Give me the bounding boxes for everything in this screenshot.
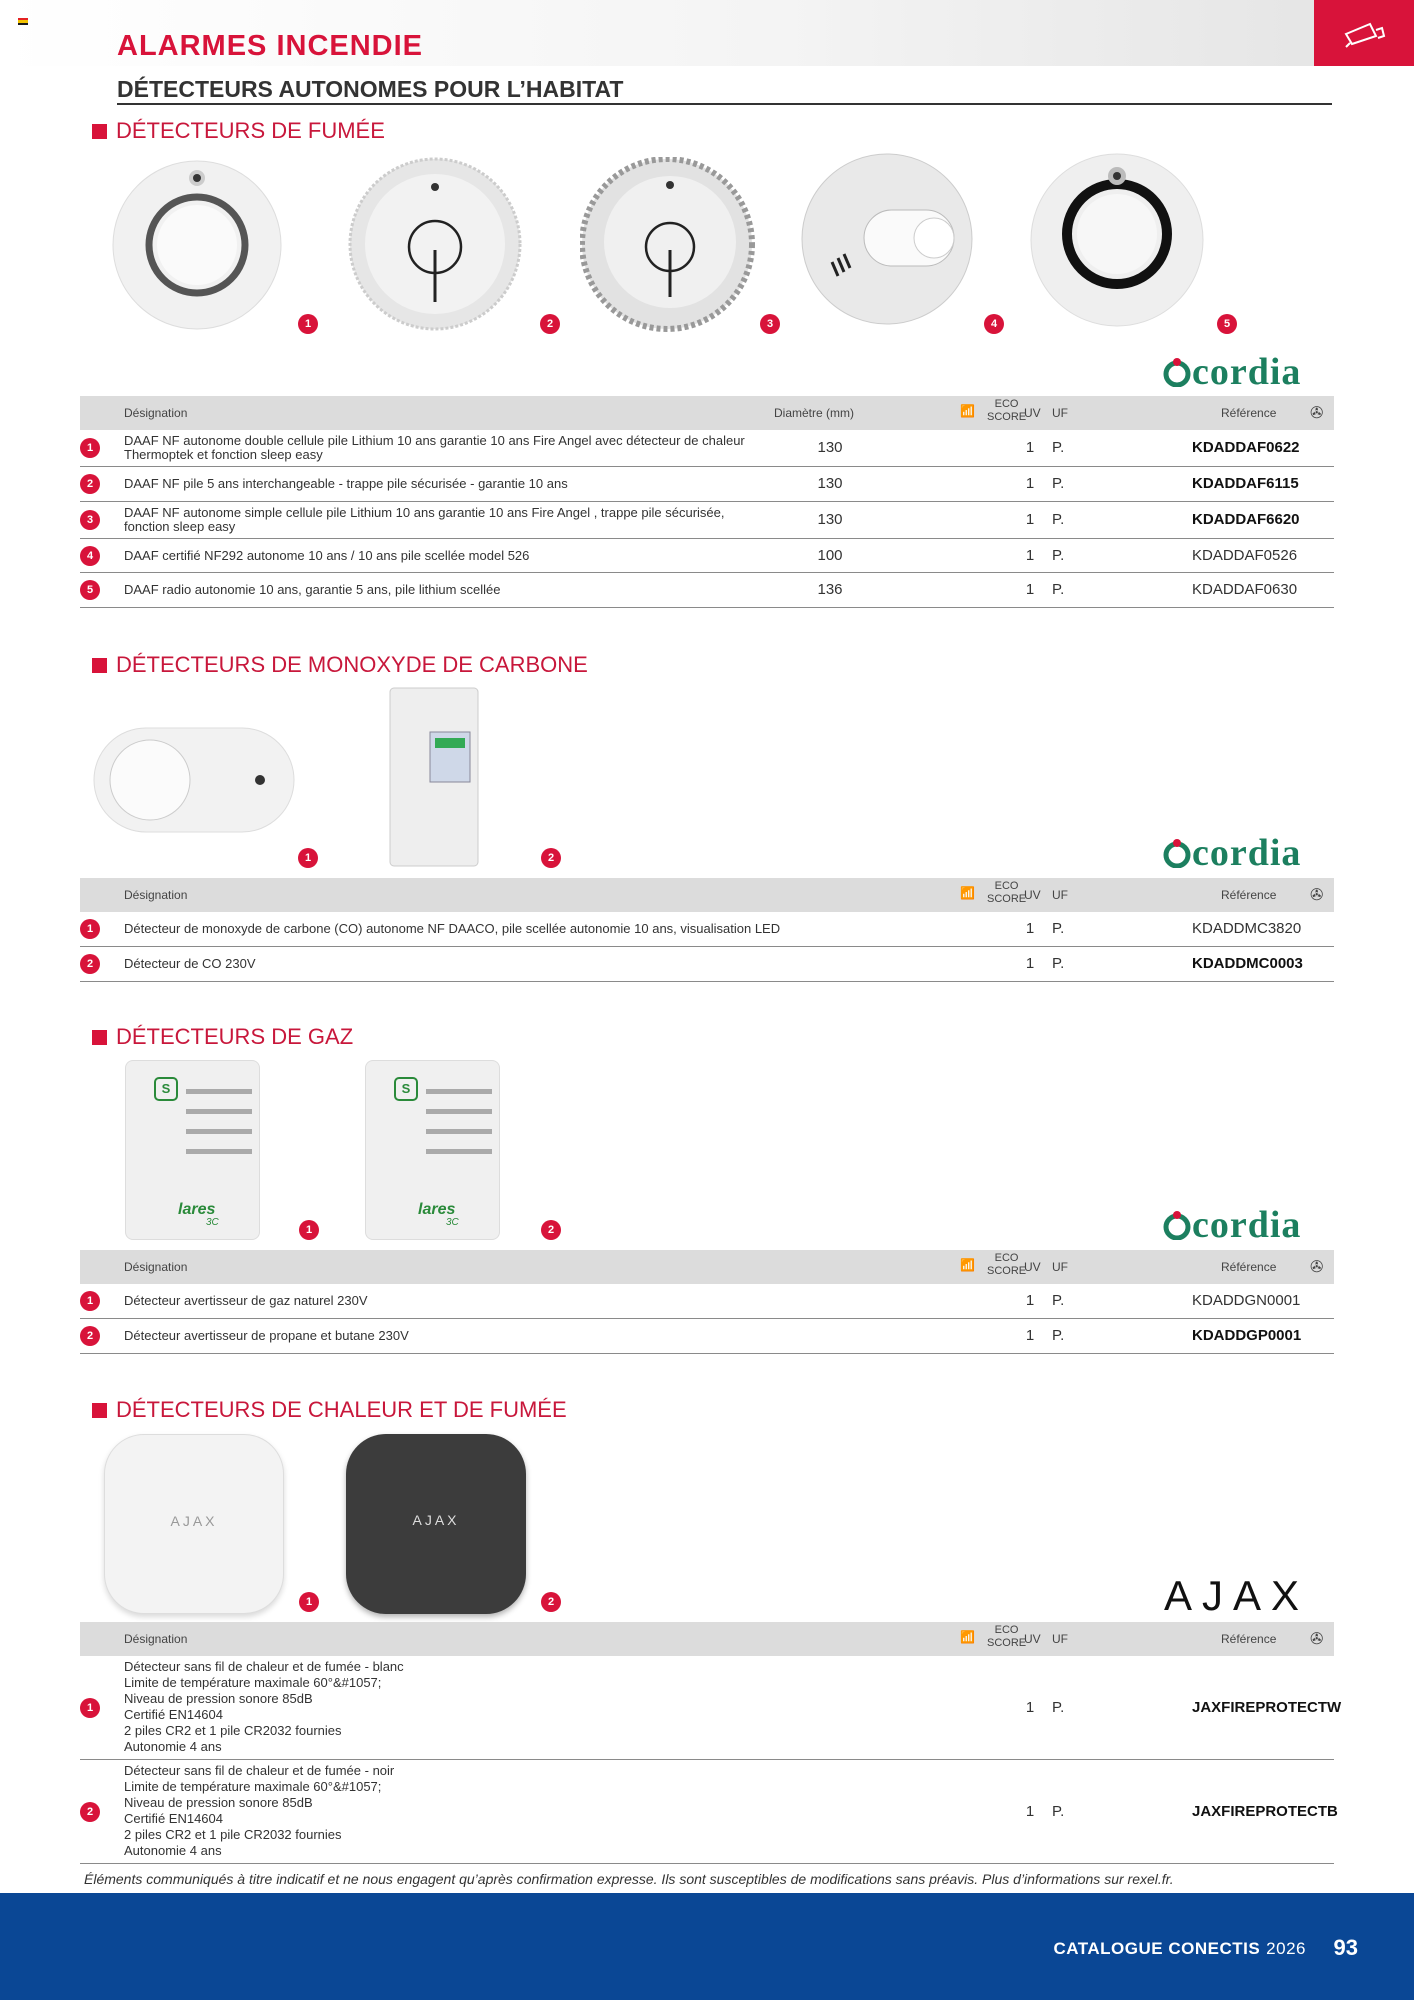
table-row: 1 DAAF NF autonome double cellule pile Lithium 10 ans garantie 10 ans Fire Angel avec détecteur de chaleur Thermoptek et fonction sleep easy 130 1 P. KDADDAF0622	[80, 430, 1334, 467]
section-title-fumee: DÉTECTEURS DE FUMÉE	[92, 118, 385, 144]
table-row: 2 Détecteur sans fil de chaleur et de fumée - noir Limite de température maximale 60°&#1057; Niveau de pression sonore 85dB Certifié EN14604 2 piles CR2 et 1 pile CR2032 fournies Autonomie 4 ans 1 P. JAXFIREPROTECTB	[80, 1760, 1334, 1864]
recycle-icon: ✇	[1310, 887, 1324, 904]
eco-score-header: ECO SCORE	[987, 1624, 1027, 1649]
smoke-detector-1	[110, 158, 285, 333]
wifi-icon: 📶	[960, 886, 975, 900]
cordia-logo: cordia	[1162, 350, 1301, 394]
product-badge: 2	[541, 1592, 561, 1612]
table-row: 2 Détecteur de CO 230V 1 P. KDADDMC0003	[80, 947, 1334, 982]
catalogue-label: CATALOGUE CONECTIS 2026	[1053, 1939, 1306, 1958]
disclaimer: Éléments communiqués à titre indicatif et ne nous engagent qu’après confirmation expresse. Ils sont susceptibles de modifications sans préavis. Plus d’informations sur rexel.fr.	[84, 1871, 1174, 1887]
footer-bar	[0, 1893, 1414, 2000]
table-row: 5 DAAF radio autonomie 10 ans, garantie 5 ans, pile lithium scellée 136 1 P. KDADDAF0630	[80, 573, 1334, 608]
recycle-icon: ✇	[1310, 405, 1324, 422]
divider	[117, 103, 1332, 105]
product-badge: 3	[760, 314, 780, 334]
table-fumee	[80, 396, 1334, 608]
table-gaz	[80, 1250, 1334, 1354]
table-row: 1 Détecteur sans fil de chaleur et de fumée - blanc Limite de température maximale 60°&#1057; Niveau de pression sonore 85dB Certifié EN14604 2 piles CR2 et 1 pile CR2032 fournies Autonomie 4 ans 1 P. JAXFIREPROTECTW	[80, 1656, 1334, 1760]
wifi-icon: 📶	[960, 1258, 975, 1272]
recycle-icon: ✇	[1310, 1259, 1324, 1276]
fireprotect-white: AJAX	[104, 1434, 284, 1614]
product-badge: 1	[298, 314, 318, 334]
camera-icon	[1342, 18, 1386, 48]
page-title: ALARMES INCENDIE	[117, 30, 424, 62]
table-header: Désignation 📶 ECO SCORE UV UF Référence ✇	[80, 878, 1334, 912]
smoke-detector-4	[800, 152, 975, 327]
section-title-gaz: DÉTECTEURS DE GAZ	[92, 1024, 353, 1050]
product-badge: 2	[541, 1220, 561, 1240]
product-badge: 2	[540, 314, 560, 334]
table-row: 2 DAAF NF pile 5 ans interchangeable - trappe pile sécurisée - garantie 10 ans 130 1 P. KDADDAF6115	[80, 467, 1334, 502]
eco-score-header: ECO SCORE	[987, 880, 1027, 905]
section-title-chaleur: DÉTECTEURS DE CHALEUR ET DE FUMÉE	[92, 1397, 567, 1423]
eco-score-header: ECO SCORE	[987, 1252, 1027, 1277]
smoke-detector-5	[1030, 152, 1205, 332]
table-row: 4 DAAF certifié NF292 autonome 10 ans / 10 ans pile scellée model 526 100 1 P. KDADDAF0526	[80, 539, 1334, 573]
cordia-leaf-icon	[1162, 357, 1192, 387]
product-badge: 2	[541, 848, 561, 868]
table-co	[80, 878, 1334, 982]
table-row: 2 Détecteur avertisseur de propane et butane 230V 1 P. KDADDGP0001	[80, 1319, 1334, 1354]
table-header: Désignation Diamètre (mm) 📶 ECO SCORE UV UF Référence ✇	[80, 396, 1334, 430]
ajax-logo: AJAX	[1164, 1572, 1310, 1619]
table-row: 3 DAAF NF autonome simple cellule pile Lithium 10 ans garantie 10 ans Fire Angel , trappe pile sécurisée, fonction sleep easy 130 1 P. KDADDAF6620	[80, 502, 1334, 539]
cordia-logo: cordia	[1162, 831, 1301, 875]
cordia-logo: cordia	[1162, 1203, 1301, 1247]
table-row: 1 Détecteur avertisseur de gaz naturel 230V 1 P. KDADDGN0001	[80, 1284, 1334, 1319]
section-title-co: DÉTECTEURS DE MONOXYDE DE CARBONE	[92, 652, 588, 678]
product-badge: 1	[299, 1592, 319, 1612]
product-badge: 5	[1217, 314, 1237, 334]
table-row: 1 Détecteur de monoxyde de carbone (CO) autonome NF DAACO, pile scellée autonomie 10 ans, visualisation LED 1 P. KDADDMC3820	[80, 912, 1334, 947]
header-corner	[1314, 0, 1414, 66]
page-subtitle: DÉTECTEURS AUTONOMES POUR L’HABITAT	[117, 76, 624, 102]
wifi-icon: 📶	[960, 1630, 975, 1644]
cordia-leaf-icon	[1162, 1210, 1192, 1240]
gas-detector-1: S lares 3C	[125, 1060, 260, 1240]
co-detector-2	[388, 686, 480, 868]
co-detector-1	[90, 720, 300, 840]
wifi-icon: 📶	[960, 404, 975, 418]
gas-detector-2: S lares 3C	[365, 1060, 500, 1240]
fireprotect-black: AJAX	[346, 1434, 526, 1614]
smoke-detector-2	[348, 157, 523, 332]
table-header: Désignation 📶 ECO SCORE UV UF Référence ✇	[80, 1250, 1334, 1284]
table-header: Désignation 📶 ECO SCORE UV UF Référence ✇	[80, 1622, 1334, 1656]
flag-icon	[18, 18, 28, 25]
smoke-detector-3	[580, 157, 755, 332]
product-badge: 1	[299, 1220, 319, 1240]
table-chaleur	[80, 1622, 1342, 1864]
eco-score-header: ECO SCORE	[987, 398, 1027, 423]
cordia-leaf-icon	[1162, 838, 1192, 868]
product-badge: 4	[984, 314, 1004, 334]
product-badge: 1	[298, 848, 318, 868]
page-number: 93	[1333, 1935, 1358, 1960]
recycle-icon: ✇	[1310, 1631, 1324, 1648]
